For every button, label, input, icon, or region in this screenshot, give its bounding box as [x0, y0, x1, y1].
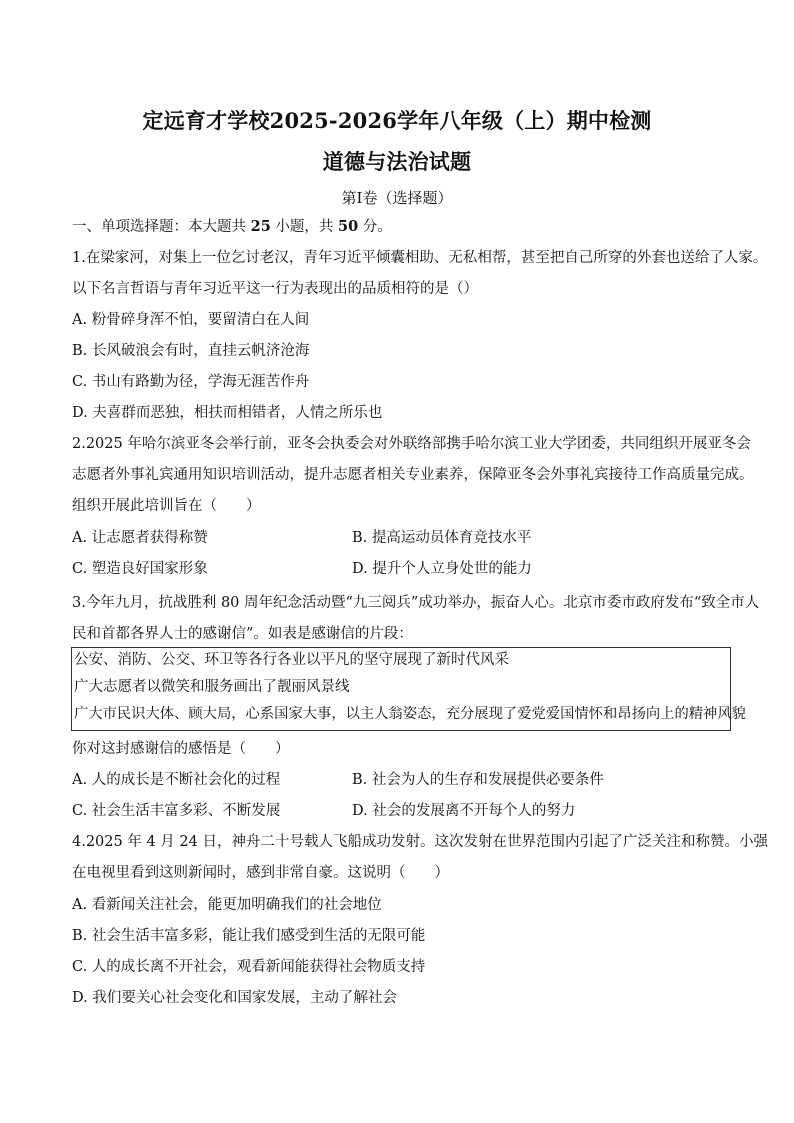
question-4-option-c: C. 人的成长离不开社会，观看新闻能获得社会物质支持: [72, 959, 426, 975]
question-1-option-a: A. 粉骨碎身浑不怕，要留清白在人间: [72, 312, 310, 328]
question-3-option-c: C. 社会生活丰富多彩、不断发展: [72, 803, 281, 819]
question-1-stem-line-2: 以下名言哲语与青年习近平这一行为表现出的品质相符的是（）: [72, 281, 478, 297]
instructions: 一、单项选择题：本大题共 25 小题，共 50 分。: [72, 218, 392, 235]
subject-title: 道德与法治试题: [322, 149, 472, 174]
question-3-option-b: B. 社会为人的生存和发展提供必要条件: [352, 772, 604, 788]
question-3-option-d: D. 社会的发展离不开每个人的努力: [352, 803, 576, 819]
question-4-stem-line-2: 在电视里看到这则新闻时，感到非常自豪。这说明（ ）: [72, 865, 449, 881]
question-2-stem-line-1: 2.2025 年哈尔滨亚冬会举行前，亚冬会执委会对外联络部携手哈尔滨工业大学团委，共同组织开展亚冬会: [72, 436, 751, 452]
section-label: 第Ⅰ卷（选择题）: [341, 189, 453, 207]
question-3-stem-line-2: 民和首都各界人士的感谢信”。如表是感谢信的片段：: [72, 626, 413, 642]
question-3-option-a: A. 人的成长是不断社会化的过程: [72, 772, 281, 788]
question-4-option-d: D. 我们要关心社会变化和国家发展，主动了解社会: [72, 990, 397, 1006]
question-1-option-d: D. 夫喜群而恶独，相扶而相错者，人情之所乐也: [72, 405, 383, 421]
question-4-option-b: B. 社会生活丰富多彩，能让我们感受到生活的无限可能: [72, 928, 426, 944]
thank-you-letter-table: [71, 647, 746, 731]
question-4-stem-line-1: 4.2025 年 4 月 24 日，神舟二十号载人飞船成功发射。这次发射在世界范围内引起了广泛关注和称赞。小强: [72, 834, 768, 850]
question-4-option-a: A. 看新闻关注社会，能更加明确我们的社会地位: [72, 897, 382, 913]
table-row: 公安、消防、公交、环卫等各行各业以平凡的坚守展现了新时代风采: [74, 652, 509, 668]
table-row: 广大市民识大体、顾大局，心系国家大事，以主人翁姿态，充分展现了爱党爱国情怀和昂扬向上的精神风貌: [74, 706, 746, 722]
question-1-option-c: C. 书山有路勤为径，学海无涯苦作舟: [72, 374, 310, 390]
question-2-option-a: A. 让志愿者获得称赞: [72, 530, 208, 546]
table-row: 广大志愿者以微笑和服务画出了靓丽风景线: [74, 679, 350, 695]
question-3-stem-line-1: 3.今年九月，抗战胜利 80 周年纪念活动暨“九三阅兵”成功举办，振奋人心。北京市委市政府发布“致全市人: [72, 595, 760, 611]
question-2-stem-line-3: 组织开展此培训旨在（ ）: [72, 498, 261, 514]
question-2-stem-line-2: 志愿者外事礼宾通用知识培训活动，提升志愿者相关专业素养，保障亚冬会外事礼宾接待工作高质量完成。: [72, 467, 754, 483]
exam-title: 定远育才学校2025-2026学年八年级（上）期中检测: [142, 108, 652, 133]
question-2-option-b: B. 提高运动员体育竞技水平: [352, 530, 532, 546]
question-1-stem-line-1: 1.在梁家河，对集上一位乞讨老汉，青年习近平倾囊相助、无私相帮，甚至把自己所穿的外套也送给了人家。: [72, 250, 768, 266]
question-2-option-d: D. 提升个人立身处世的能力: [352, 561, 532, 577]
question-2-option-c: C. 塑造良好国家形象: [72, 561, 208, 577]
question-1-option-b: B. 长风破浪会有时，直挂云帆济沧海: [72, 343, 310, 359]
question-3-prompt: 你对这封感谢信的感悟是（ ）: [72, 741, 290, 757]
